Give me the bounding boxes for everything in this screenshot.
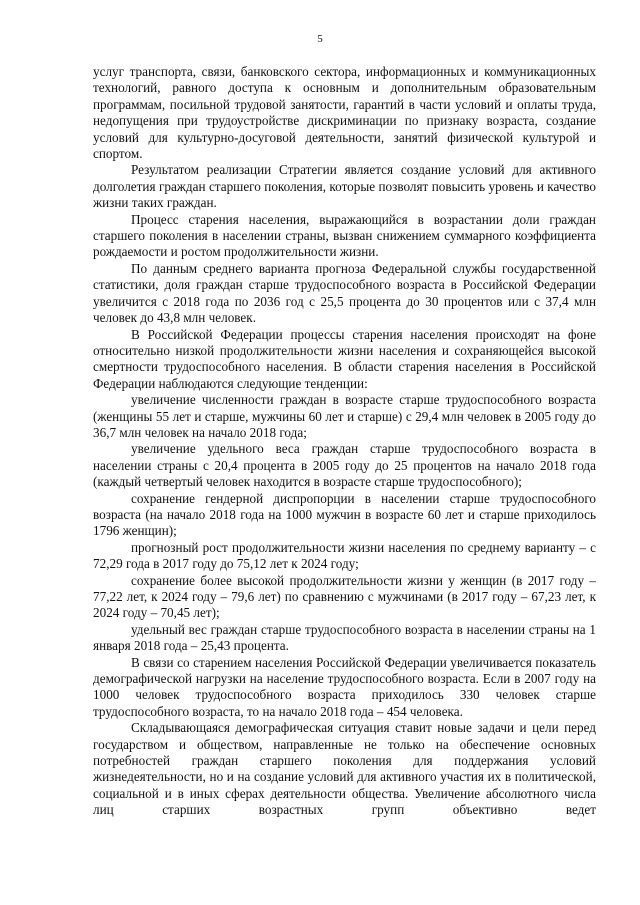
paragraph-2: Результатом реализации Стратегии является создание условий для активного долголетия граждан старшего поколения, которые позволят повысить уровень и качество жизни таких граждан.	[93, 162, 596, 211]
page-number: 5	[317, 33, 323, 45]
list-item-5: сохранение более высокой продолжительности жизни у женщин (в 2017 году – 77,22 лет, к 2024 году – 79,6 лет) по сравнению с мужчинами (в 2017 году – 67,23 лет, к 2024 году – 70,45 лет);	[93, 572, 596, 621]
paragraph-4: По данным среднего варианта прогноза Федеральной службы государственной статистики, доля граждан старше трудоспособного возраста в Российской Федерации увеличится с 2018 года по 2036 год с 25,5 процента до 30 процентов или с 37,4 млн человек до 43,8 млн человек.	[93, 260, 596, 326]
list-item-6: удельный вес граждан старше трудоспособного возраста в населении страны на 1 января 2018 года – 25,43 процента.	[93, 621, 596, 654]
paragraph-5: В Российской Федерации процессы старения населения происходят на фоне относительно низкой продолжительности жизни населения и сохраняющейся высокой смертности трудоспособного населения. В области старения населения в Российской Федерации наблюдаются следующие тенденции:	[93, 326, 596, 391]
paragraph-1: услуг транспорта, связи, банковского сектора, информационных и коммуникационных технологий, равного доступа к основным и дополнительным образовательным программам, посильной трудовой занятости, гарантий в части условий и оплаты труда, недопущения при трудоустройстве дискриминации по признаку возраста, создание условий для культурно-досуговой деятельности, занятий физической культурой и спортом.	[93, 64, 596, 162]
paragraph-7: Складывающаяся демографическая ситуация ставит новые задачи и цели перед государством и обществом, направленные не только на обеспечение основных потребностей граждан старшего поколения для поддержания условий жизнедеятельности, но и на создание условий для активного участия их в политической, социальной и в иных сферах деятельности общества. Увеличение абсолютного числа лиц старших возрастных групп объективно ведет	[93, 720, 596, 818]
paragraph-6: В связи со старением населения Российской Федерации увеличивается показатель демографической нагрузки на население трудоспособного возраста. Если в 2007 году на 1000 человек трудоспособного возраста приходилось 330 человек старше трудоспособного возраста, то на начало 2018 года – 454 человека.	[93, 654, 596, 719]
list-item-1: увеличение численности граждан в возрасте старше трудоспособного возраста (женщины 55 лет и старше, мужчины 60 лет и старше) с 29,4 млн человек в 2005 году до 36,7 млн человек на начало 2018 года;	[93, 392, 596, 440]
list-item-4: прогнозный рост продолжительности жизни населения по среднему варианту – с 72,29 года в 2017 году до 75,12 лет к 2024 году;	[93, 539, 596, 572]
list-item-2: увеличение удельного веса граждан старше трудоспособного возраста в населении страны с 20,4 процента в 2005 году до 25 процентов на начало 2018 года (каждый четвертый человек находится в возрасте старше трудоспособного);	[93, 441, 596, 490]
paragraph-3: Процесс старения населения, выражающийся в возрастании доли граждан старшего поколения в населении страны, вызван снижением суммарного коэффициента рождаемости и ростом продолжительности жизни.	[93, 211, 596, 260]
body-text	[93, 64, 596, 819]
list-item-3: сохранение гендерной диспропорции в населении старше трудоспособного возраста (на начало 2018 года на 1000 мужчин в возрасте 60 лет и старше приходилось 1796 женщин);	[93, 490, 596, 539]
